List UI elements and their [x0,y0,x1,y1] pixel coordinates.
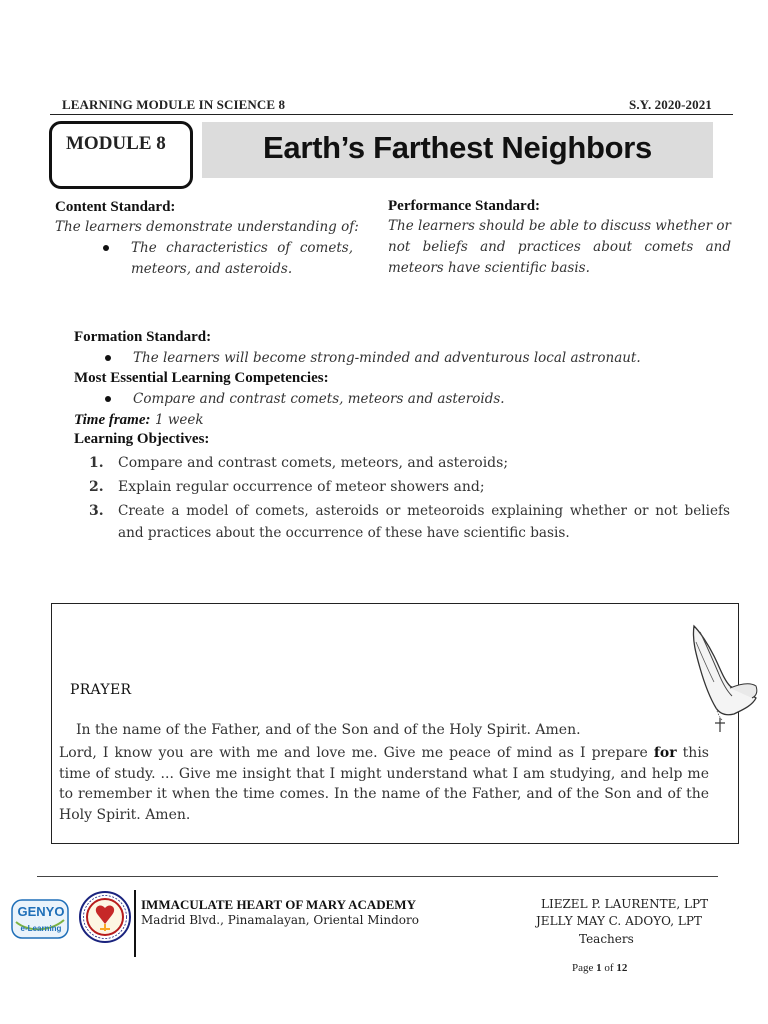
content-standard-heading: Content Standard: [55,199,176,215]
header-rule [50,114,733,115]
teacher-1: LIEZEL P. LAURENTE, LPT [541,897,709,911]
prayer-body-bold: for [653,745,677,761]
teacher-2: JELLY MAY C. ADOYO, LPT [536,914,702,928]
genyo-logo [10,896,70,942]
school-seal [78,890,132,944]
footer-rule [37,876,718,877]
page-title: Earth’s Farthest Neighbors [263,130,652,165]
objectives-heading: Learning Objectives: [74,431,210,447]
page-of: of [601,962,617,974]
content-standard-bullet: The characteristics of comets, meteors, and asteroids. [131,240,353,277]
performance-standard-heading: Performance Standard: [388,198,541,214]
page-current: 1 [596,962,602,974]
praying-hands-icon [686,622,760,738]
module-box [49,121,193,189]
objective-number: 1. [89,455,104,471]
page-total: 12 [616,962,628,974]
page-number [572,962,627,974]
objective-number: 2. [89,479,104,495]
footer-divider [134,890,136,957]
genyo-logo-subtext: e-Learning [20,924,62,933]
header-left: LEARNING MODULE IN SCIENCE 8 [62,97,286,112]
bullet-dot [105,355,111,361]
prayer-body-a: Lord, I know you are with me and love me. Give me peace of mind as I prepare [59,745,654,761]
objective-text: Compare and contrast comets, meteors, and asteroids; [118,455,509,471]
performance-standard-text: The learners should be able to discuss whether or not beliefs and practices about comets and meteors have scientific basis. [388,218,731,276]
formation-standard-bullet: The learners will become strong-minded and adventurous local astronaut. [133,350,641,366]
school-name: IMMACULATE HEART OF MARY ACADEMY [141,897,416,912]
objective-number: 3. [89,503,104,519]
prayer-heading: PRAYER [70,682,132,698]
content-standard-intro: The learners demonstrate understanding of: [55,219,359,235]
prayer-body-b: this time of study. ... Give me insight that I might understand what I am studying, and help me to remember it when the time comes. In the name of the Father, and of the Son and of the Holy Spirit. Amen. [59,745,709,823]
prayer-line1: In the name of the Father, and of the Son and of the Holy Spirit. Amen. [76,722,581,738]
time-frame [74,410,204,431]
bullet-dot [105,396,111,402]
header-right: S.Y. 2020-2021 [629,97,712,112]
time-frame-value: 1 week [154,412,204,428]
objective-text: Explain regular occurrence of meteor showers and; [118,479,485,495]
bullet-dot [103,245,109,251]
competencies-heading: Most Essential Learning Competencies: [74,370,329,386]
page-prefix: Page [572,962,597,974]
prayer-body [59,743,709,825]
competencies-bullet: Compare and contrast comets, meteors and asteroids. [133,391,505,407]
time-frame-label: Time frame: [74,412,151,428]
module-label: MODULE 8 [66,133,166,154]
formation-standard-heading: Formation Standard: [74,329,212,345]
genyo-logo-text: GENYO [17,904,65,919]
teachers-label: Teachers [579,932,634,946]
objective-text: Create a model of comets, asteroids or meteoroids explaining whether or not beliefs and practices about the occurrence of these have scientific basis. [118,503,730,541]
school-address: Madrid Blvd., Pinamalayan, Oriental Mindoro [141,913,419,927]
